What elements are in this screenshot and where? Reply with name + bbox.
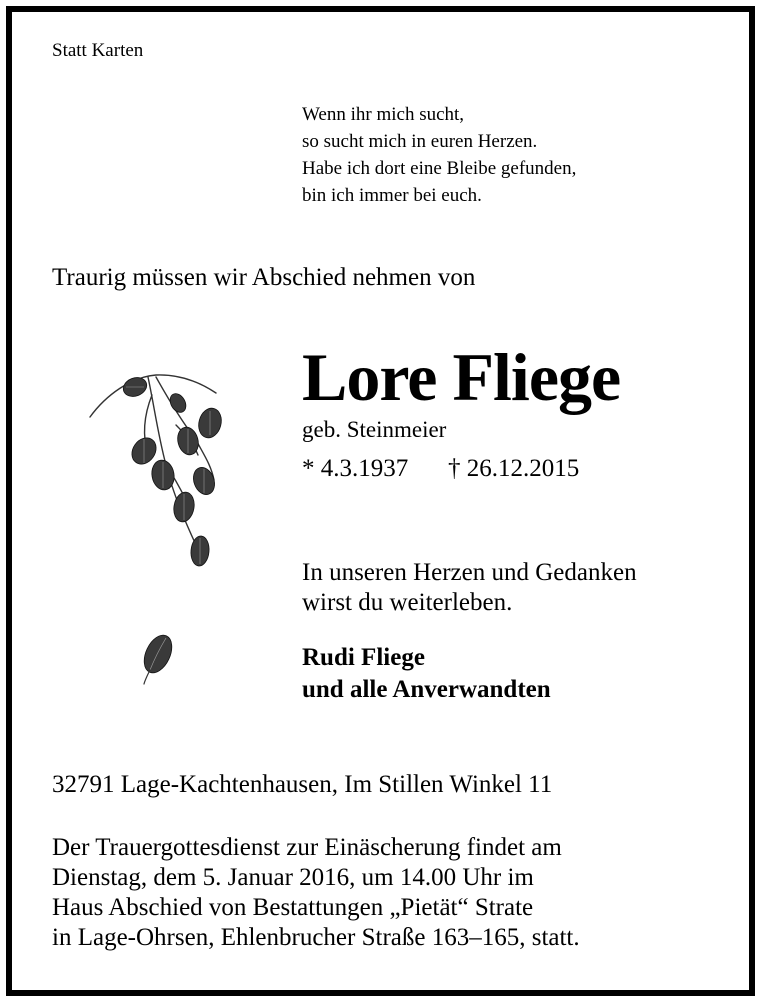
thought-line: wirst du weiterleben. bbox=[302, 589, 513, 616]
mourner-address: 32791 Lage-Kachtenhausen, Im Stillen Winkel 11 bbox=[52, 771, 553, 798]
deceased-name: Lore Fliege bbox=[302, 339, 621, 415]
mourners-signature bbox=[302, 642, 551, 706]
birth-name: geb. Steinmeier bbox=[302, 417, 447, 442]
death-date: † 26.12.2015 bbox=[448, 455, 580, 482]
notice-line: Der Trauergottesdienst zur Einäscherung findet am bbox=[52, 834, 562, 861]
birth-date: * 4.3.1937 bbox=[302, 455, 409, 482]
verse-line: Wenn ihr mich sucht, bbox=[302, 104, 465, 125]
birch-branch-icon bbox=[86, 365, 236, 580]
verse-line: so sucht mich in euren Herzen. bbox=[302, 131, 538, 152]
verse bbox=[302, 101, 576, 209]
mourner-line: und alle Anverwandten bbox=[302, 676, 551, 703]
memorial-thought bbox=[302, 558, 637, 618]
verse-line: bin ich immer bei euch. bbox=[302, 185, 482, 206]
falling-leaf-icon bbox=[138, 626, 178, 688]
service-notice bbox=[52, 833, 580, 953]
mourner-line: Rudi Fliege bbox=[302, 644, 425, 671]
thought-line: In unseren Herzen und Gedanken bbox=[302, 559, 637, 586]
notice-line: in Lage-Ohrsen, Ehlenbrucher Straße 163–165, statt. bbox=[52, 924, 580, 951]
intro-text: Traurig müssen wir Abschied nehmen von bbox=[52, 264, 476, 291]
verse-line: Habe ich dort eine Bleibe gefunden, bbox=[302, 158, 577, 179]
header-label: Statt Karten bbox=[52, 40, 144, 61]
notice-line: Dienstag, dem 5. Januar 2016, um 14.00 Uhr im bbox=[52, 864, 534, 891]
notice-line: Haus Abschied von Bestattungen „Pietät“ Strate bbox=[52, 894, 534, 921]
